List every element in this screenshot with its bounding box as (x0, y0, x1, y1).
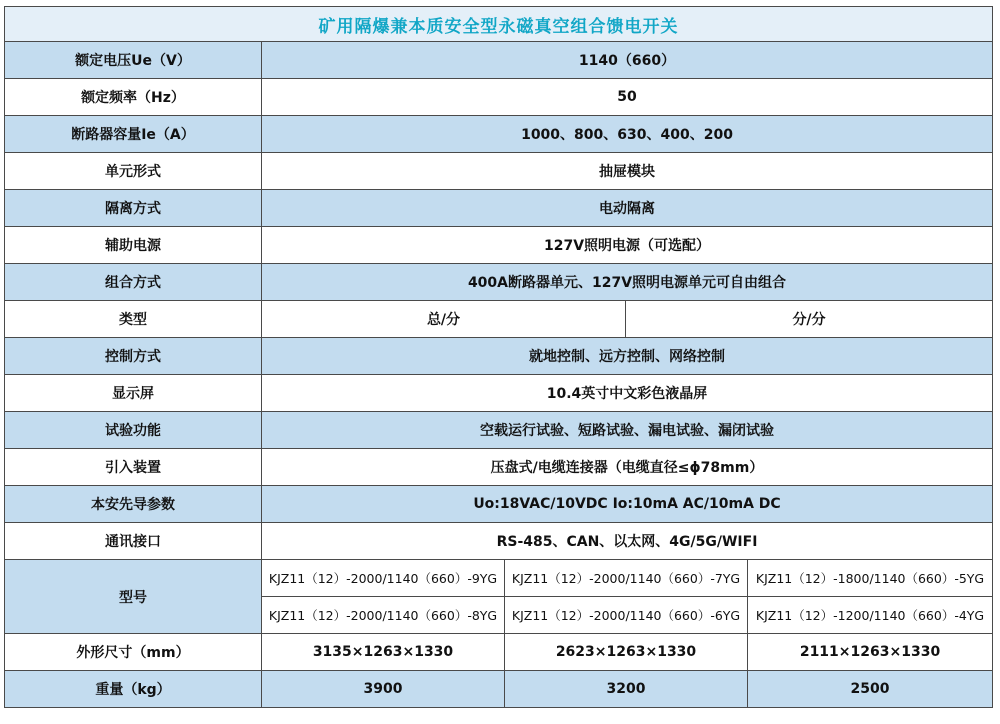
table-row (5, 412, 993, 449)
dimensions-value: 3135×1263×1330 (262, 634, 505, 671)
spec-table (4, 6, 993, 708)
test-function-label: 试验功能 (5, 412, 262, 449)
model-cell: KJZ11（12）-1200/1140（660）-4YG (748, 597, 993, 634)
combination-mode-value: 400A断路器单元、127V照明电源单元可自由组合 (262, 264, 993, 301)
dimensions-label: 外形尺寸（mm） (5, 634, 262, 671)
comm-interface-label: 通讯接口 (5, 523, 262, 560)
title-row (5, 7, 993, 42)
aux-power-value: 127V照明电源（可选配） (262, 227, 993, 264)
model-cell: KJZ11（12）-2000/1140（660）-8YG (262, 597, 505, 634)
aux-power-label: 辅助电源 (5, 227, 262, 264)
table-row (5, 79, 993, 116)
table-row (5, 227, 993, 264)
table-row (5, 301, 993, 338)
type-value-main: 总/分 (262, 301, 626, 338)
table-row (5, 671, 993, 708)
model-cell: KJZ11（12）-2000/1140（660）-6YG (505, 597, 748, 634)
pilot-params-value: Uo:18VAC/10VDC Io:10mA AC/10mA DC (262, 486, 993, 523)
table-row (5, 523, 993, 560)
dimensions-value: 2623×1263×1330 (505, 634, 748, 671)
control-mode-value: 就地控制、远方控制、网络控制 (262, 338, 993, 375)
entry-device-label: 引入装置 (5, 449, 262, 486)
table-row (5, 449, 993, 486)
table-row (5, 116, 993, 153)
model-cell: KJZ11（12）-2000/1140（660）-9YG (262, 560, 505, 597)
breaker-capacity-value: 1000、800、630、400、200 (262, 116, 993, 153)
rated-frequency-value: 50 (262, 79, 993, 116)
table-row (5, 153, 993, 190)
control-mode-label: 控制方式 (5, 338, 262, 375)
pilot-params-label: 本安先导参数 (5, 486, 262, 523)
type-value-branch: 分/分 (626, 301, 993, 338)
dimensions-value: 2111×1263×1330 (748, 634, 993, 671)
weight-value: 3200 (505, 671, 748, 708)
rated-voltage-label: 额定电压Ue（V） (5, 42, 262, 79)
entry-device-value: 压盘式/电缆连接器（电缆直径≤ϕ78mm） (262, 449, 993, 486)
breaker-capacity-label: 断路器容量Ie（A） (5, 116, 262, 153)
rated-frequency-label: 额定频率（Hz） (5, 79, 262, 116)
model-cell: KJZ11（12）-1800/1140（660）-5YG (748, 560, 993, 597)
rated-voltage-value: 1140（660） (262, 42, 993, 79)
comm-interface-value: RS-485、CAN、以太网、4G/5G/WIFI (262, 523, 993, 560)
table-row (5, 634, 993, 671)
display-value: 10.4英寸中文彩色液晶屏 (262, 375, 993, 412)
model-label: 型号 (5, 560, 262, 634)
table-row (5, 338, 993, 375)
type-label: 类型 (5, 301, 262, 338)
table-row (5, 264, 993, 301)
table-title: 矿用隔爆兼本质安全型永磁真空组合馈电开关 (5, 7, 993, 42)
isolation-mode-label: 隔离方式 (5, 190, 262, 227)
weight-label: 重量（kg） (5, 671, 262, 708)
test-function-value: 空载运行试验、短路试验、漏电试验、漏闭试验 (262, 412, 993, 449)
table-row (5, 486, 993, 523)
weight-value: 3900 (262, 671, 505, 708)
table-row (5, 375, 993, 412)
model-cell: KJZ11（12）-2000/1140（660）-7YG (505, 560, 748, 597)
unit-form-label: 单元形式 (5, 153, 262, 190)
weight-value: 2500 (748, 671, 993, 708)
table-row (5, 42, 993, 79)
table-row (5, 560, 993, 597)
display-label: 显示屏 (5, 375, 262, 412)
unit-form-value: 抽屉模块 (262, 153, 993, 190)
isolation-mode-value: 电动隔离 (262, 190, 993, 227)
table-row (5, 190, 993, 227)
combination-mode-label: 组合方式 (5, 264, 262, 301)
